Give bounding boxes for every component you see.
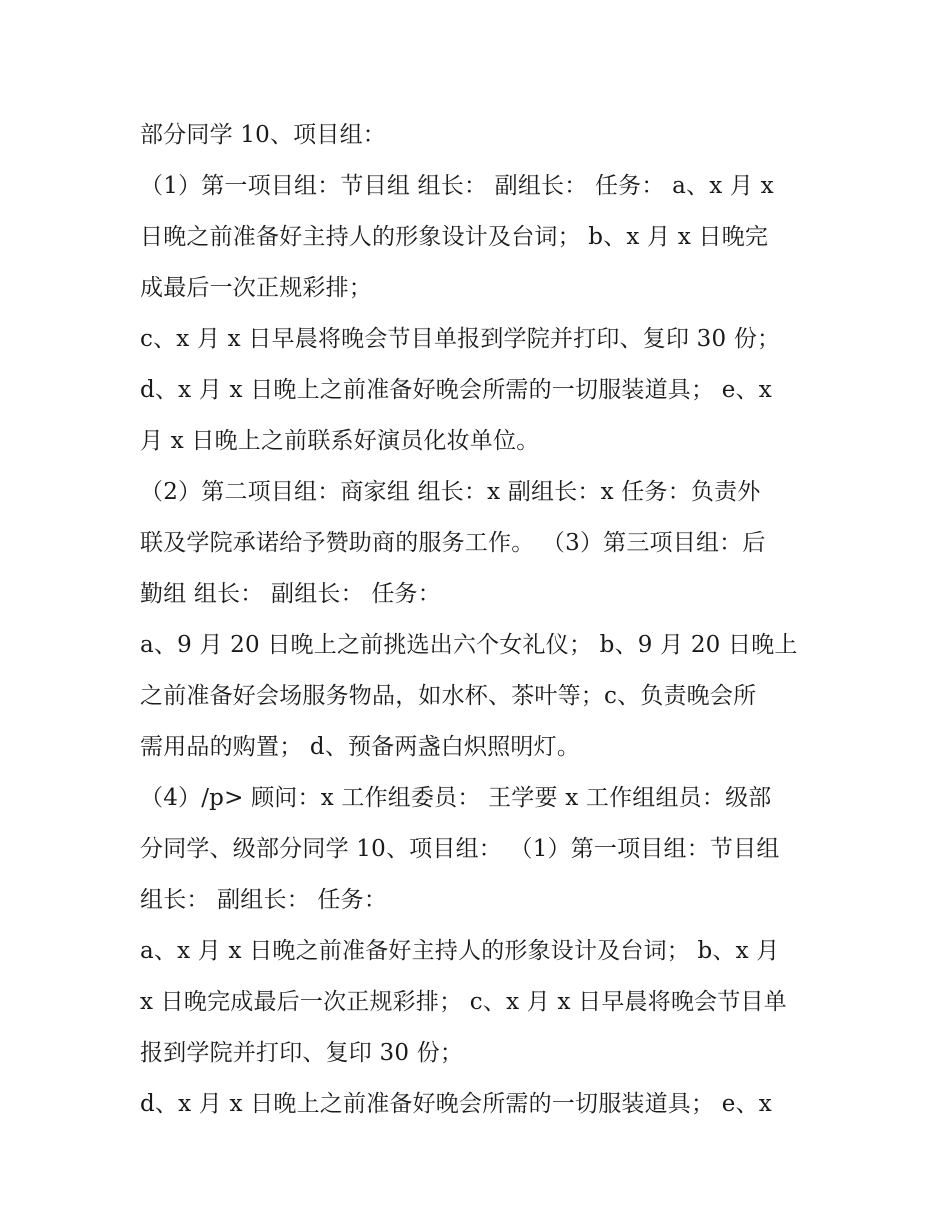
text-line: 勤组 组长： 副组长： 任务：: [140, 581, 441, 607]
text-line: 联及学院承诺给予赞助商的服务工作。 （3）第三项目组：后: [140, 530, 766, 556]
text-line: 月 x 日晚上之前联系好演员化妆单位。: [140, 428, 540, 454]
text-line: 报到学院并打印、复印 30 份；: [140, 1040, 464, 1066]
text-line: （1）第一项目组：节目组 组长： 副组长： 任务： a、x 月 x: [140, 173, 774, 199]
text-line: a、x 月 x 日晚之前准备好主持人的形象设计及台词； b、x 月: [140, 938, 780, 964]
text-line: 需用品的购置； d、预备两盏白炽照明灯。: [140, 734, 581, 760]
text-line: 日晚之前准备好主持人的形象设计及台词； b、x 月 x 日晚完: [140, 224, 769, 250]
text-line: x 日晚完成最后一次正规彩排； c、x 月 x 日早晨将晚会节目单: [140, 989, 787, 1015]
text-line: （2）第二项目组：商家组 组长：x 副组长：x 任务：负责外: [140, 479, 761, 505]
text-line: 之前准备好会场服务物品，如水杯、茶叶等；c、负责晚会所: [140, 683, 757, 709]
text-line: 部分同学 10、项目组：: [140, 122, 386, 148]
text-line: c、x 月 x 日早晨将晚会节目单报到学院并打印、复印 30 份；: [140, 326, 781, 352]
text-line: （4）/p> 顾问：x 工作组委员： 王学要 x 工作组组员：级部: [140, 785, 772, 811]
text-line: 成最后一次正规彩排；: [140, 275, 372, 301]
text-line: d、x 月 x 日晚上之前准备好晚会所需的一切服装道具； e、x: [140, 1091, 772, 1117]
text-line: d、x 月 x 日晚上之前准备好晚会所需的一切服装道具； e、x: [140, 377, 772, 403]
text-line: 组长： 副组长： 任务：: [140, 887, 388, 913]
document-body: [140, 110, 820, 1130]
text-line: a、9 月 20 日晚上之前挑选出六个女礼仪； b、9 月 20 日晚上: [140, 632, 798, 658]
text-line: 分同学、级部分同学 10、项目组： （1）第一项目组：节目组: [140, 836, 780, 862]
